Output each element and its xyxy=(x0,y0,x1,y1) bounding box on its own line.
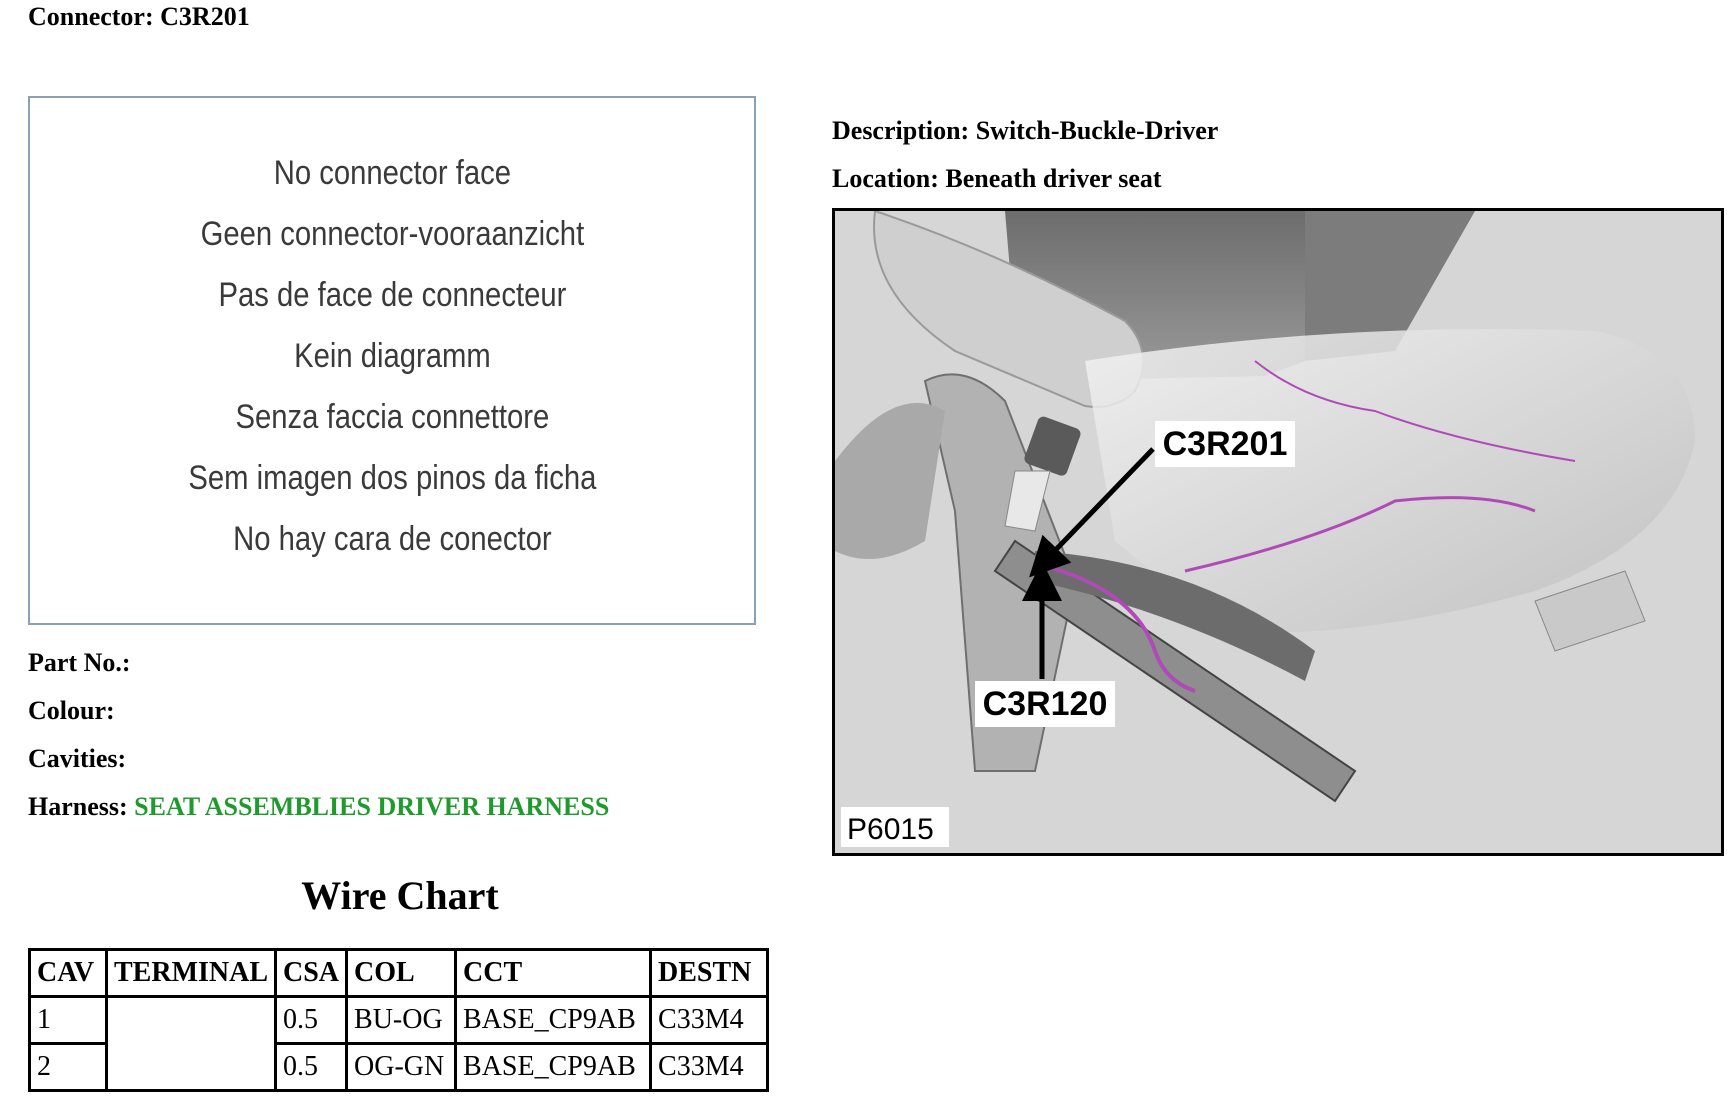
description-block xyxy=(832,112,1218,208)
face-line-pt: Sem imagen dos pinos da ficha xyxy=(188,459,596,497)
cell-cct: BASE_CP9AB xyxy=(456,997,651,1044)
cell-cav: 1 xyxy=(30,997,107,1044)
col-cct: CCT xyxy=(456,950,651,997)
cell-destn: C33M4 xyxy=(651,1044,768,1091)
col-terminal: TERMINAL xyxy=(107,950,276,997)
cell-col: BU-OG xyxy=(347,997,456,1044)
face-line-nl: Geen connector-vooraanzicht xyxy=(200,215,584,253)
table-row xyxy=(30,997,768,1044)
description-value: Switch-Buckle-Driver xyxy=(975,116,1219,145)
cell-col: OG-GN xyxy=(347,1044,456,1091)
face-lines xyxy=(30,143,754,570)
face-line-de: Kein diagramm xyxy=(293,337,491,375)
col-destn: DESTN xyxy=(651,950,768,997)
location-value: Beneath driver seat xyxy=(945,164,1162,193)
wire-chart-table xyxy=(28,948,769,1092)
location-label: Location: xyxy=(832,164,939,193)
callout-secondary: C3R120 xyxy=(982,685,1108,723)
col-csa: CSA xyxy=(276,950,347,997)
part-no-field xyxy=(28,648,131,678)
cavities-label: Cavities: xyxy=(28,744,127,773)
cell-csa: 0.5 xyxy=(276,1044,347,1091)
harness-field xyxy=(28,792,609,822)
connector-label: Connector: xyxy=(28,2,154,31)
connector-value: C3R201 xyxy=(160,2,250,31)
harness-label: Harness: xyxy=(28,792,128,821)
description-row xyxy=(832,112,1218,160)
callout-primary: C3R201 xyxy=(1162,425,1288,463)
description-label: Description: xyxy=(832,116,970,145)
connector-title xyxy=(28,2,250,32)
colour-field xyxy=(28,696,115,726)
colour-label: Colour: xyxy=(28,696,115,725)
face-line-en: No connector face xyxy=(273,154,511,192)
col-cav: CAV xyxy=(30,950,107,997)
connector-face-placeholder xyxy=(28,96,756,625)
cell-csa: 0.5 xyxy=(276,997,347,1044)
seat-illustration xyxy=(835,211,1721,853)
part-no-label: Part No.: xyxy=(28,648,131,677)
cell-terminal xyxy=(107,997,276,1091)
cell-cct: BASE_CP9AB xyxy=(456,1044,651,1091)
face-line-es: No hay cara de conector xyxy=(232,520,552,558)
table-header-row xyxy=(30,950,768,997)
col-col: COL xyxy=(347,950,456,997)
harness-link[interactable]: SEAT ASSEMBLIES DRIVER HARNESS xyxy=(134,792,610,821)
cell-destn: C33M4 xyxy=(651,997,768,1044)
figure-id: P6015 xyxy=(847,813,934,846)
cell-cav: 2 xyxy=(30,1044,107,1091)
location-row xyxy=(832,160,1218,208)
cavities-field xyxy=(28,744,126,774)
face-line-it: Senza faccia connettore xyxy=(235,398,549,436)
location-photo xyxy=(832,208,1724,856)
wire-chart-title: Wire Chart xyxy=(301,873,499,918)
face-line-fr: Pas de face de connecteur xyxy=(218,276,566,314)
